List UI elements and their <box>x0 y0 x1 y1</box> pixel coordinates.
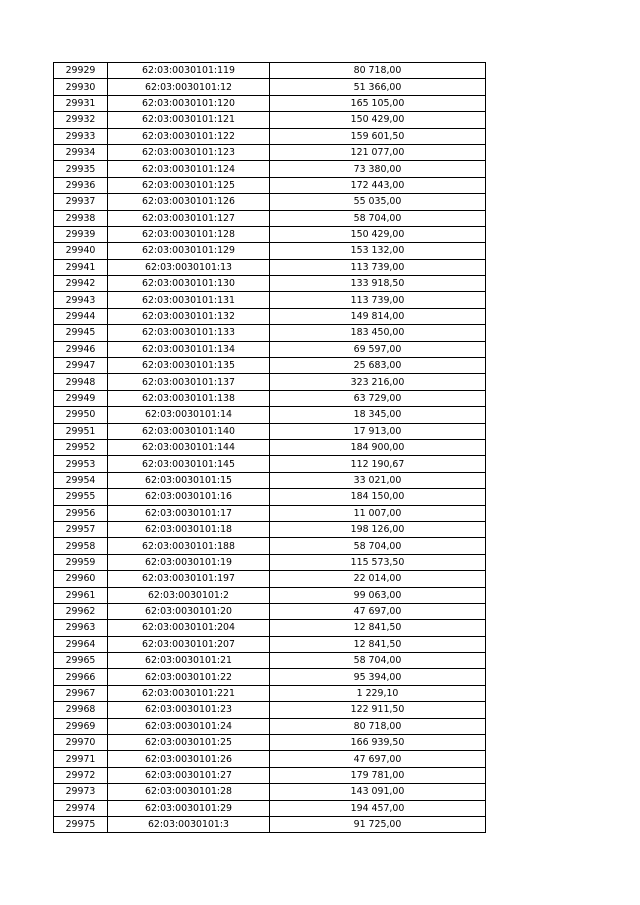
row-number-cell: 29945 <box>54 325 108 341</box>
table-row <box>54 276 486 292</box>
value-cell: 69 597,00 <box>270 341 486 357</box>
value-cell: 17 913,00 <box>270 423 486 439</box>
row-number-cell: 29935 <box>54 161 108 177</box>
table-row <box>54 341 486 357</box>
value-cell: 184 150,00 <box>270 489 486 505</box>
row-number-cell: 29932 <box>54 112 108 128</box>
row-number-cell: 29944 <box>54 308 108 324</box>
value-cell: 55 035,00 <box>270 194 486 210</box>
row-number-cell: 29972 <box>54 767 108 783</box>
table-row <box>54 456 486 472</box>
row-number-cell: 29960 <box>54 571 108 587</box>
table-row <box>54 653 486 669</box>
value-cell: 25 683,00 <box>270 358 486 374</box>
row-number-cell: 29966 <box>54 669 108 685</box>
cadastral-number-cell: 62:03:0030101:18 <box>108 521 270 537</box>
row-number-cell: 29956 <box>54 505 108 521</box>
table-row <box>54 292 486 308</box>
cadastral-number-cell: 62:03:0030101:135 <box>108 358 270 374</box>
value-cell: 91 725,00 <box>270 816 486 832</box>
cadastral-number-cell: 62:03:0030101:207 <box>108 636 270 652</box>
cadastral-number-cell: 62:03:0030101:126 <box>108 194 270 210</box>
row-number-cell: 29941 <box>54 259 108 275</box>
row-number-cell: 29958 <box>54 538 108 554</box>
value-cell: 95 394,00 <box>270 669 486 685</box>
value-cell: 73 380,00 <box>270 161 486 177</box>
row-number-cell: 29938 <box>54 210 108 226</box>
table-row <box>54 112 486 128</box>
table-row <box>54 784 486 800</box>
value-cell: 121 077,00 <box>270 144 486 160</box>
table-row <box>54 243 486 259</box>
row-number-cell: 29952 <box>54 439 108 455</box>
cadastral-number-cell: 62:03:0030101:26 <box>108 751 270 767</box>
row-number-cell: 29953 <box>54 456 108 472</box>
row-number-cell: 29931 <box>54 95 108 111</box>
table-row <box>54 620 486 636</box>
row-number-cell: 29971 <box>54 751 108 767</box>
table-row <box>54 161 486 177</box>
table-row <box>54 685 486 701</box>
data-table <box>53 62 486 833</box>
value-cell: 133 918,50 <box>270 276 486 292</box>
table-row <box>54 800 486 816</box>
row-number-cell: 29951 <box>54 423 108 439</box>
cadastral-number-cell: 62:03:0030101:17 <box>108 505 270 521</box>
table-row <box>54 816 486 832</box>
row-number-cell: 29975 <box>54 816 108 832</box>
row-number-cell: 29942 <box>54 276 108 292</box>
value-cell: 113 739,00 <box>270 292 486 308</box>
row-number-cell: 29950 <box>54 407 108 423</box>
value-cell: 18 345,00 <box>270 407 486 423</box>
value-cell: 149 814,00 <box>270 308 486 324</box>
table-row <box>54 505 486 521</box>
cadastral-number-cell: 62:03:0030101:128 <box>108 226 270 242</box>
value-cell: 12 841,50 <box>270 636 486 652</box>
cadastral-number-cell: 62:03:0030101:23 <box>108 702 270 718</box>
value-cell: 323 216,00 <box>270 374 486 390</box>
cadastral-number-cell: 62:03:0030101:125 <box>108 177 270 193</box>
value-cell: 47 697,00 <box>270 751 486 767</box>
table-row <box>54 538 486 554</box>
value-cell: 80 718,00 <box>270 718 486 734</box>
value-cell: 179 781,00 <box>270 767 486 783</box>
table-row <box>54 702 486 718</box>
value-cell: 150 429,00 <box>270 226 486 242</box>
value-cell: 166 939,50 <box>270 735 486 751</box>
row-number-cell: 29965 <box>54 653 108 669</box>
row-number-cell: 29959 <box>54 554 108 570</box>
value-cell: 198 126,00 <box>270 521 486 537</box>
table-row <box>54 603 486 619</box>
table-row <box>54 669 486 685</box>
row-number-cell: 29933 <box>54 128 108 144</box>
cadastral-number-cell: 62:03:0030101:22 <box>108 669 270 685</box>
cadastral-number-cell: 62:03:0030101:188 <box>108 538 270 554</box>
value-cell: 159 601,50 <box>270 128 486 144</box>
row-number-cell: 29940 <box>54 243 108 259</box>
value-cell: 11 007,00 <box>270 505 486 521</box>
row-number-cell: 29963 <box>54 620 108 636</box>
value-cell: 80 718,00 <box>270 63 486 79</box>
cadastral-number-cell: 62:03:0030101:120 <box>108 95 270 111</box>
cadastral-number-cell: 62:03:0030101:127 <box>108 210 270 226</box>
row-number-cell: 29947 <box>54 358 108 374</box>
cadastral-number-cell: 62:03:0030101:29 <box>108 800 270 816</box>
cadastral-number-cell: 62:03:0030101:132 <box>108 308 270 324</box>
row-number-cell: 29954 <box>54 472 108 488</box>
value-cell: 1 229,10 <box>270 685 486 701</box>
table-row <box>54 587 486 603</box>
value-cell: 112 190,67 <box>270 456 486 472</box>
value-cell: 115 573,50 <box>270 554 486 570</box>
row-number-cell: 29973 <box>54 784 108 800</box>
cadastral-number-cell: 62:03:0030101:129 <box>108 243 270 259</box>
value-cell: 183 450,00 <box>270 325 486 341</box>
value-cell: 58 704,00 <box>270 653 486 669</box>
table-row <box>54 358 486 374</box>
value-cell: 58 704,00 <box>270 210 486 226</box>
value-cell: 113 739,00 <box>270 259 486 275</box>
row-number-cell: 29934 <box>54 144 108 160</box>
cadastral-number-cell: 62:03:0030101:121 <box>108 112 270 128</box>
cadastral-number-cell: 62:03:0030101:25 <box>108 735 270 751</box>
cadastral-number-cell: 62:03:0030101:28 <box>108 784 270 800</box>
table-row <box>54 439 486 455</box>
value-cell: 172 443,00 <box>270 177 486 193</box>
table-row <box>54 194 486 210</box>
cadastral-number-cell: 62:03:0030101:21 <box>108 653 270 669</box>
value-cell: 153 132,00 <box>270 243 486 259</box>
cadastral-number-cell: 62:03:0030101:16 <box>108 489 270 505</box>
table-row <box>54 636 486 652</box>
table-row <box>54 144 486 160</box>
row-number-cell: 29936 <box>54 177 108 193</box>
row-number-cell: 29961 <box>54 587 108 603</box>
cadastral-number-cell: 62:03:0030101:14 <box>108 407 270 423</box>
table-row <box>54 128 486 144</box>
table-row <box>54 521 486 537</box>
cadastral-number-cell: 62:03:0030101:145 <box>108 456 270 472</box>
table-row <box>54 735 486 751</box>
cadastral-number-cell: 62:03:0030101:119 <box>108 63 270 79</box>
value-cell: 12 841,50 <box>270 620 486 636</box>
table-row <box>54 571 486 587</box>
cadastral-number-cell: 62:03:0030101:138 <box>108 390 270 406</box>
row-number-cell: 29974 <box>54 800 108 816</box>
value-cell: 22 014,00 <box>270 571 486 587</box>
table-row <box>54 407 486 423</box>
table-body <box>54 63 486 833</box>
cadastral-number-cell: 62:03:0030101:122 <box>108 128 270 144</box>
value-cell: 143 091,00 <box>270 784 486 800</box>
cadastral-number-cell: 62:03:0030101:144 <box>108 439 270 455</box>
cadastral-number-cell: 62:03:0030101:13 <box>108 259 270 275</box>
table-row <box>54 177 486 193</box>
table-row <box>54 95 486 111</box>
table-row <box>54 325 486 341</box>
row-number-cell: 29968 <box>54 702 108 718</box>
cadastral-number-cell: 62:03:0030101:130 <box>108 276 270 292</box>
row-number-cell: 29946 <box>54 341 108 357</box>
cadastral-number-cell: 62:03:0030101:131 <box>108 292 270 308</box>
cadastral-number-cell: 62:03:0030101:12 <box>108 79 270 95</box>
value-cell: 47 697,00 <box>270 603 486 619</box>
value-cell: 33 021,00 <box>270 472 486 488</box>
row-number-cell: 29937 <box>54 194 108 210</box>
cadastral-number-cell: 62:03:0030101:204 <box>108 620 270 636</box>
row-number-cell: 29964 <box>54 636 108 652</box>
value-cell: 58 704,00 <box>270 538 486 554</box>
cadastral-number-cell: 62:03:0030101:19 <box>108 554 270 570</box>
row-number-cell: 29967 <box>54 685 108 701</box>
row-number-cell: 29957 <box>54 521 108 537</box>
table-row <box>54 79 486 95</box>
row-number-cell: 29930 <box>54 79 108 95</box>
table-row <box>54 718 486 734</box>
table-row <box>54 308 486 324</box>
cadastral-number-cell: 62:03:0030101:27 <box>108 767 270 783</box>
row-number-cell: 29948 <box>54 374 108 390</box>
row-number-cell: 29955 <box>54 489 108 505</box>
cadastral-number-cell: 62:03:0030101:221 <box>108 685 270 701</box>
cadastral-number-cell: 62:03:0030101:123 <box>108 144 270 160</box>
cadastral-number-cell: 62:03:0030101:24 <box>108 718 270 734</box>
cadastral-number-cell: 62:03:0030101:124 <box>108 161 270 177</box>
table-row <box>54 259 486 275</box>
cadastral-number-cell: 62:03:0030101:133 <box>108 325 270 341</box>
cadastral-number-cell: 62:03:0030101:137 <box>108 374 270 390</box>
table-row <box>54 210 486 226</box>
table-row <box>54 751 486 767</box>
table-row <box>54 554 486 570</box>
table-row <box>54 489 486 505</box>
table-row <box>54 390 486 406</box>
cadastral-number-cell: 62:03:0030101:197 <box>108 571 270 587</box>
row-number-cell: 29943 <box>54 292 108 308</box>
cadastral-number-cell: 62:03:0030101:15 <box>108 472 270 488</box>
row-number-cell: 29969 <box>54 718 108 734</box>
value-cell: 99 063,00 <box>270 587 486 603</box>
row-number-cell: 29962 <box>54 603 108 619</box>
row-number-cell: 29970 <box>54 735 108 751</box>
value-cell: 63 729,00 <box>270 390 486 406</box>
table-row <box>54 472 486 488</box>
row-number-cell: 29939 <box>54 226 108 242</box>
cadastral-number-cell: 62:03:0030101:20 <box>108 603 270 619</box>
value-cell: 150 429,00 <box>270 112 486 128</box>
row-number-cell: 29929 <box>54 63 108 79</box>
table-row <box>54 767 486 783</box>
cadastral-number-cell: 62:03:0030101:140 <box>108 423 270 439</box>
table-row <box>54 423 486 439</box>
table-row <box>54 226 486 242</box>
value-cell: 184 900,00 <box>270 439 486 455</box>
cadastral-number-cell: 62:03:0030101:2 <box>108 587 270 603</box>
table-row <box>54 374 486 390</box>
row-number-cell: 29949 <box>54 390 108 406</box>
value-cell: 165 105,00 <box>270 95 486 111</box>
table-row <box>54 63 486 79</box>
cadastral-number-cell: 62:03:0030101:134 <box>108 341 270 357</box>
value-cell: 51 366,00 <box>270 79 486 95</box>
cadastral-number-cell: 62:03:0030101:3 <box>108 816 270 832</box>
value-cell: 194 457,00 <box>270 800 486 816</box>
value-cell: 122 911,50 <box>270 702 486 718</box>
